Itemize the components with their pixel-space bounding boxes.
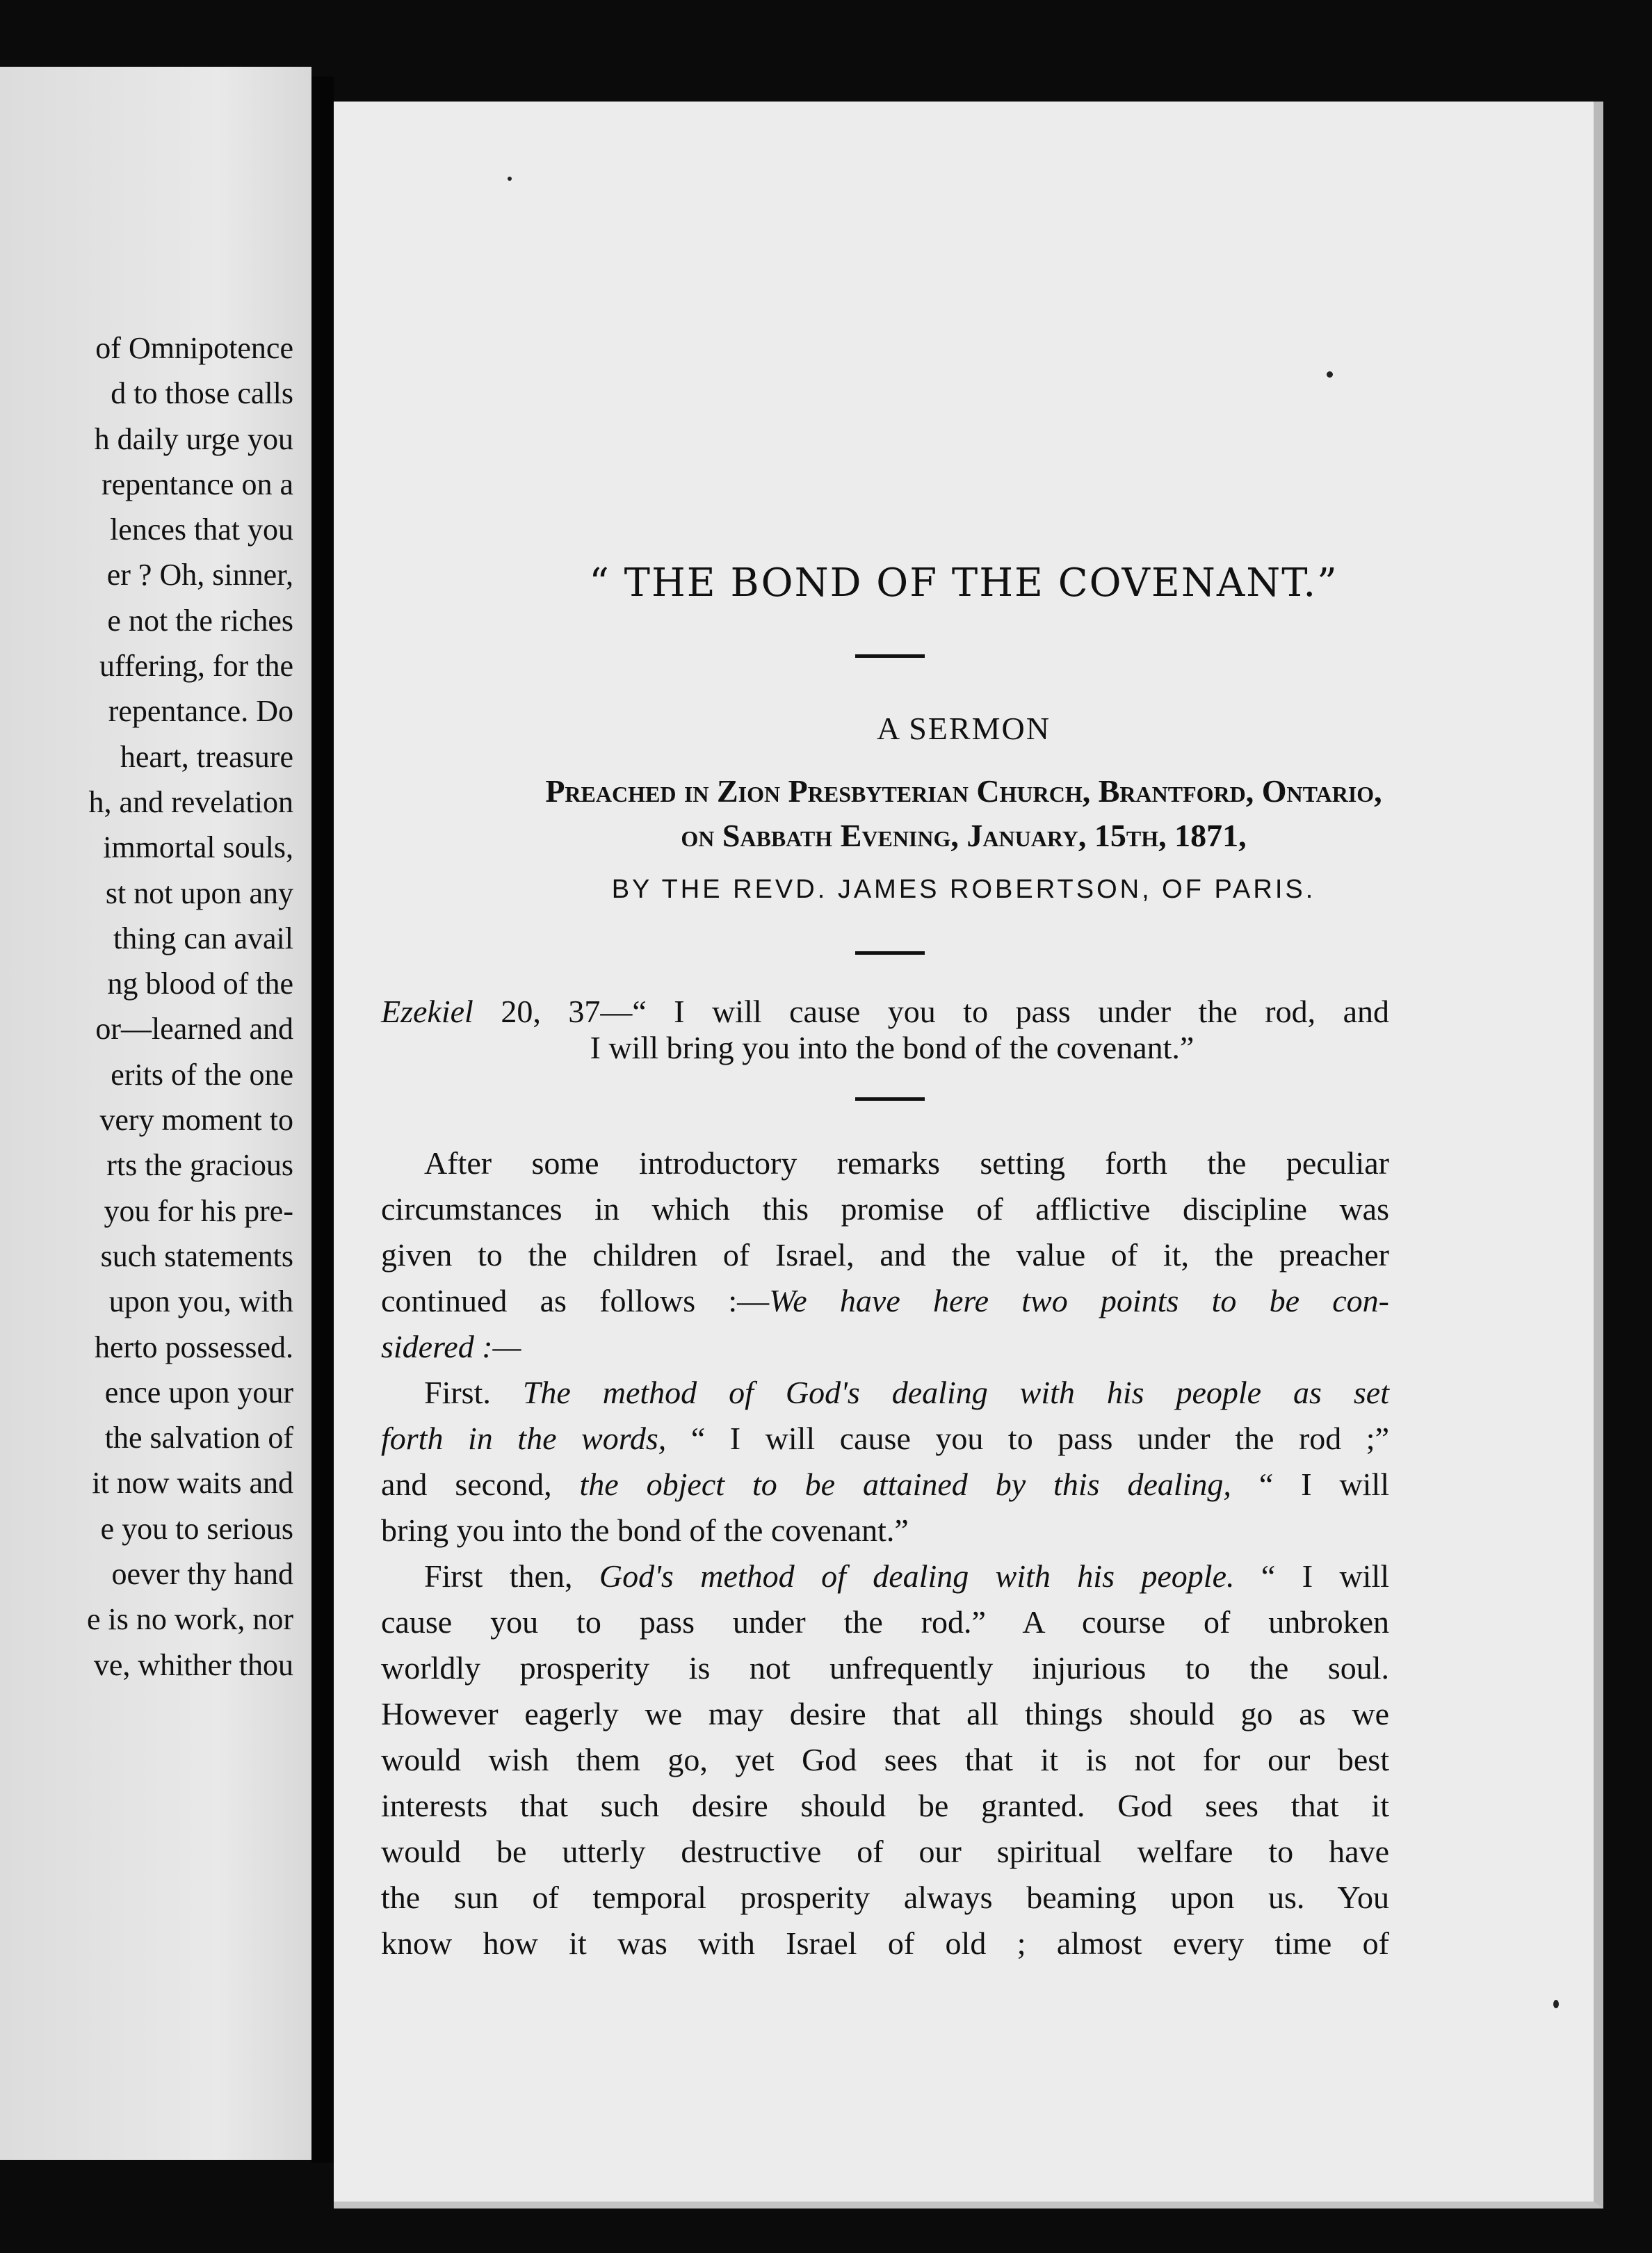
- body-line: the sun of temporal prosperity always beaming upon us. You: [381, 1880, 1389, 1915]
- left-page: [0, 67, 311, 2160]
- body-line: sidered :—: [381, 1329, 521, 1364]
- author-byline: BY THE REVD. JAMES ROBERTSON, OF PARIS.: [611, 875, 1316, 904]
- left-line: h daily urge you: [94, 421, 293, 456]
- left-line: immortal souls,: [103, 830, 293, 865]
- page-title: “ THE BOND OF THE COVENANT.”: [589, 560, 1338, 606]
- preached-line: on Sabbath Evening, January, 15th, 1871,: [681, 818, 1247, 853]
- left-line: heart, treasure: [120, 739, 293, 774]
- left-line: e is no work, nor: [87, 1602, 293, 1637]
- paper-speck: [508, 177, 512, 181]
- body-line: interests that such desire should be granted. God sees that it: [381, 1788, 1389, 1823]
- left-line: very moment to: [99, 1103, 293, 1138]
- left-line: er ? Oh, sinner,: [106, 558, 293, 592]
- left-line: of Omnipotence: [95, 331, 293, 365]
- body-line: given to the children of Israel, and the value of it, the preacher: [381, 1237, 1389, 1273]
- body-line: forth in the words, “ I will cause you to pass under the rod ;”: [381, 1421, 1390, 1456]
- left-line: ence upon your: [104, 1375, 293, 1410]
- left-line: the salvation of: [104, 1421, 293, 1455]
- left-line: st not upon any: [105, 875, 293, 910]
- body-line: First then, God's method of dealing with his people. “ I will: [424, 1558, 1389, 1594]
- left-line: rts the gracious: [106, 1148, 293, 1183]
- left-line: it now waits and: [92, 1466, 293, 1501]
- body-line: circumstances in which this promise of afflictive discipline was: [381, 1191, 1389, 1227]
- left-line: such statements: [100, 1238, 293, 1273]
- divider-rule: [855, 1097, 925, 1101]
- body-line: First. The method of God's dealing with his people as set: [424, 1375, 1389, 1410]
- scripture-reference: Ezekiel: [381, 994, 473, 1029]
- body-line: know how it was with Israel of old ; almost every time of: [381, 1925, 1389, 1961]
- left-line: oever thy hand: [111, 1557, 293, 1592]
- body-line: continued as follows :—We have here two points to be con-: [381, 1283, 1390, 1318]
- left-line: ve, whither thou: [93, 1647, 293, 1682]
- body-line: cause you to pass under the rod.” A course of unbroken: [381, 1604, 1389, 1640]
- left-line: repentance. Do: [108, 694, 293, 729]
- body-line: worldly prosperity is not unfrequently injurious to the soul.: [381, 1650, 1389, 1686]
- paper-speck: [1327, 371, 1333, 378]
- left-line: upon you, with: [108, 1284, 293, 1319]
- left-line: you for his pre-: [104, 1193, 293, 1228]
- book-spine: [311, 76, 334, 2163]
- left-line: uffering, for the: [99, 649, 293, 684]
- body-line: and second, the object to be attained by this dealing, “ I will: [381, 1467, 1390, 1502]
- preached-line: Preached in Zion Presbyterian Church, Brantford, Ontario,: [545, 773, 1382, 809]
- left-line: ng blood of the: [107, 967, 293, 1001]
- left-line: erits of the one: [111, 1057, 293, 1092]
- left-line: or—learned and: [95, 1012, 293, 1047]
- left-line: lences that you: [110, 512, 293, 547]
- left-line: h, and revelation: [88, 784, 293, 819]
- left-line: repentance on a: [101, 467, 293, 501]
- body-line: bring you into the bond of the covenant.”: [381, 1512, 909, 1548]
- left-line: e you to serious: [100, 1511, 293, 1546]
- body-line: After some introductory remarks setting forth the peculiar: [424, 1145, 1389, 1181]
- left-line: thing can avail: [113, 921, 293, 955]
- sermon-heading: A SERMON: [877, 711, 1051, 746]
- right-page: [334, 102, 1603, 2208]
- preached-info: [334, 769, 1594, 858]
- left-line: herto possessed.: [95, 1330, 293, 1364]
- divider-rule: [855, 654, 925, 658]
- paper-speck: [1553, 2000, 1559, 2008]
- divider-rule: [855, 951, 925, 955]
- scripture-line: I will bring you into the bond of the covenant.”: [590, 1030, 1195, 1065]
- left-line: e not the riches: [107, 603, 293, 638]
- scripture-line: Ezekiel 20, 37—“ I will cause you to pass under the rod, and: [381, 994, 1389, 1029]
- left-line: d to those calls: [111, 376, 293, 411]
- left-page-text: [0, 325, 311, 1688]
- body-line: would be utterly destructive of our spiritual welfare to have: [381, 1834, 1389, 1869]
- body-line: would wish them go, yet God sees that it is not for our best: [381, 1742, 1389, 1777]
- body-line: However eagerly we may desire that all things should go as we: [381, 1696, 1389, 1731]
